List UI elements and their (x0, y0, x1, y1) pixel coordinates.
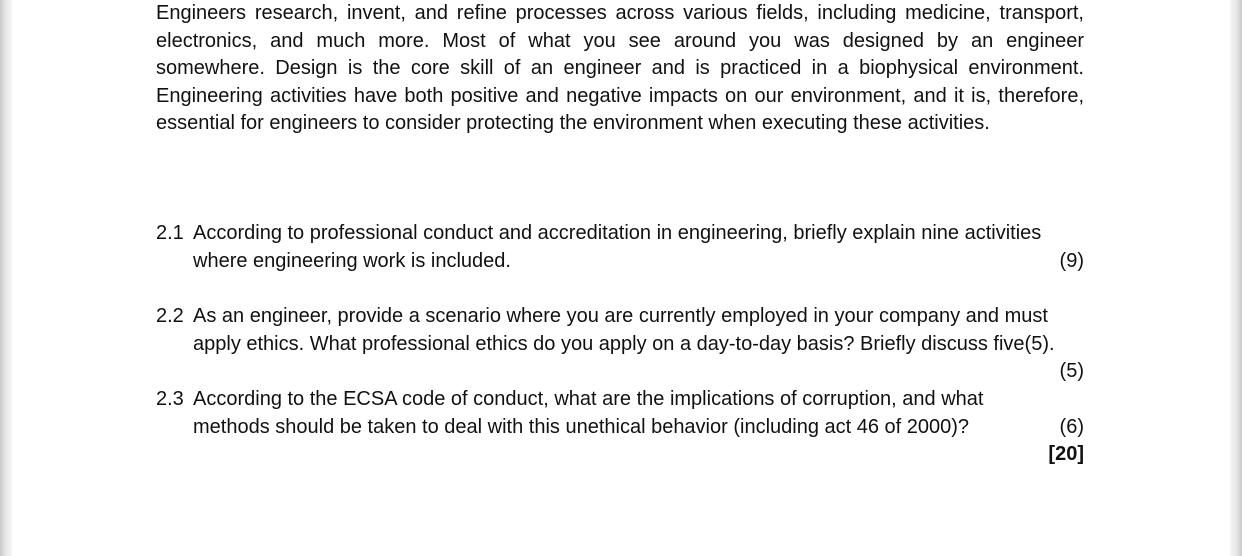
question-number: 2.2 (156, 305, 184, 327)
intro-line: Engineers research, invent, and refine processes across various fields, including medicine, transport, (156, 2, 1084, 24)
question-2-2 (156, 303, 1084, 387)
page-shadow-right (1230, 0, 1242, 556)
intro-line: somewhere. Design is the core skill of an engineer and is practiced in a biophysical environment. (156, 57, 1084, 79)
question-2-3 (156, 386, 1084, 470)
intro-line: activities. (907, 112, 990, 134)
question-text-line: apply ethics. What professional ethics do you apply on a day-to-day basis? Briefly discuss five(5). (193, 332, 1055, 355)
question-marks: (6) (1059, 415, 1084, 438)
question-text-line: methods should be taken to deal with this unethical behavior (including act 46 of 2000)? (193, 415, 970, 438)
question-2-1 (156, 220, 1084, 276)
intro-line: electronics, and much more. Most of what you see around you was designed by an engineer (156, 29, 1084, 52)
question-number: 2.3 (156, 388, 184, 410)
question-text-line: According to professional conduct and accreditation in engineering, briefly explain nine activities (193, 222, 1042, 244)
intro-paragraph (156, 0, 1084, 138)
total-marks: [20] (1048, 443, 1084, 465)
question-marks: (5) (1059, 360, 1084, 382)
page-shadow-left (0, 0, 12, 556)
question-text-line: As an engineer, provide a scenario where you are currently employed in your company and must (193, 305, 1048, 327)
document-page (12, 0, 1230, 556)
intro-line: therefore, essential for engineers to consider protecting the environment when executing these (156, 84, 1084, 134)
question-marks: (9) (1059, 249, 1084, 272)
question-text-line: where engineering work is included. (193, 249, 511, 272)
question-text-line: According to the ECSA code of conduct, what are the implications of corruption, and what (193, 388, 984, 410)
intro-line: Engineering activities have both positive and negative impacts on our environment, and it is, (156, 84, 992, 107)
question-number: 2.1 (156, 222, 184, 244)
